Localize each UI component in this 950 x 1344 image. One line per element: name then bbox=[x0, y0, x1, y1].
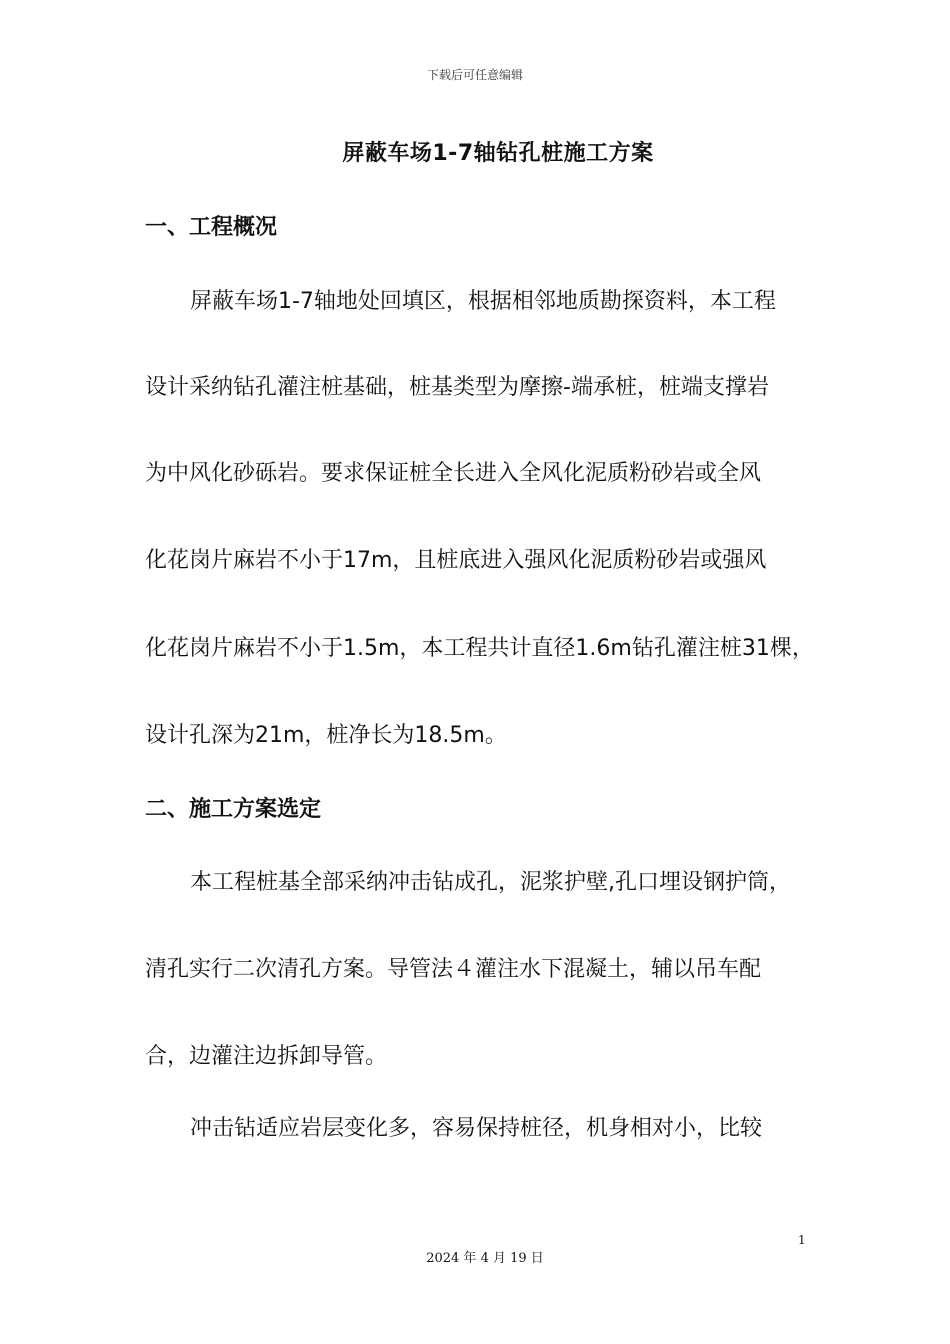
paragraph-line: 化花岗片麻岩不小于17m，且桩底进入强风化泥质粉砂岩或强风 bbox=[145, 548, 767, 573]
header-note: 下载后可任意编辑 bbox=[426, 68, 523, 82]
page-number: 1 bbox=[798, 1233, 806, 1247]
section-heading-plan: 二、施工方案选定 bbox=[145, 797, 322, 822]
paragraph-line: 冲击钻适应岩层变化多，容易保持桩径，机身相对小，比较 bbox=[190, 1116, 763, 1141]
document-title: 屏蔽车场1-7轴钻孔桩施工方案 bbox=[342, 141, 654, 166]
paragraph-line: 设计采纳钻孔灌注桩基础，桩基类型为摩擦-端承桩，桩端支撑岩 bbox=[145, 375, 769, 400]
paragraph-line: 为中风化砂砾岩。要求保证桩全长进入全风化泥质粉砂岩或全风 bbox=[145, 461, 762, 486]
section-heading-overview: 一、工程概况 bbox=[145, 215, 278, 240]
footer-date: 2024 年 4 月 19 日 bbox=[426, 1251, 544, 1266]
paragraph-line: 清孔实行二次清孔方案。导管法４灌注水下混凝土，辅以吊车配 bbox=[145, 957, 762, 982]
paragraph-line: 本工程桩基全部采纳冲击钻成孔，泥浆护壁,孔口埋设钢护筒， bbox=[190, 870, 791, 895]
paragraph-line: 屏蔽车场1-7轴地处回填区，根据相邻地质勘探资料，本工程 bbox=[190, 289, 776, 314]
paragraph-line: 设计孔深为21m，桩净长为18.5m。 bbox=[145, 723, 507, 748]
paragraph-line: 化花岗片麻岩不小于1.5m，本工程共计直径1.6m钻孔灌注桩31棵， bbox=[145, 636, 814, 661]
paragraph-line: 合，边灌注边拆卸导管。 bbox=[145, 1044, 388, 1069]
